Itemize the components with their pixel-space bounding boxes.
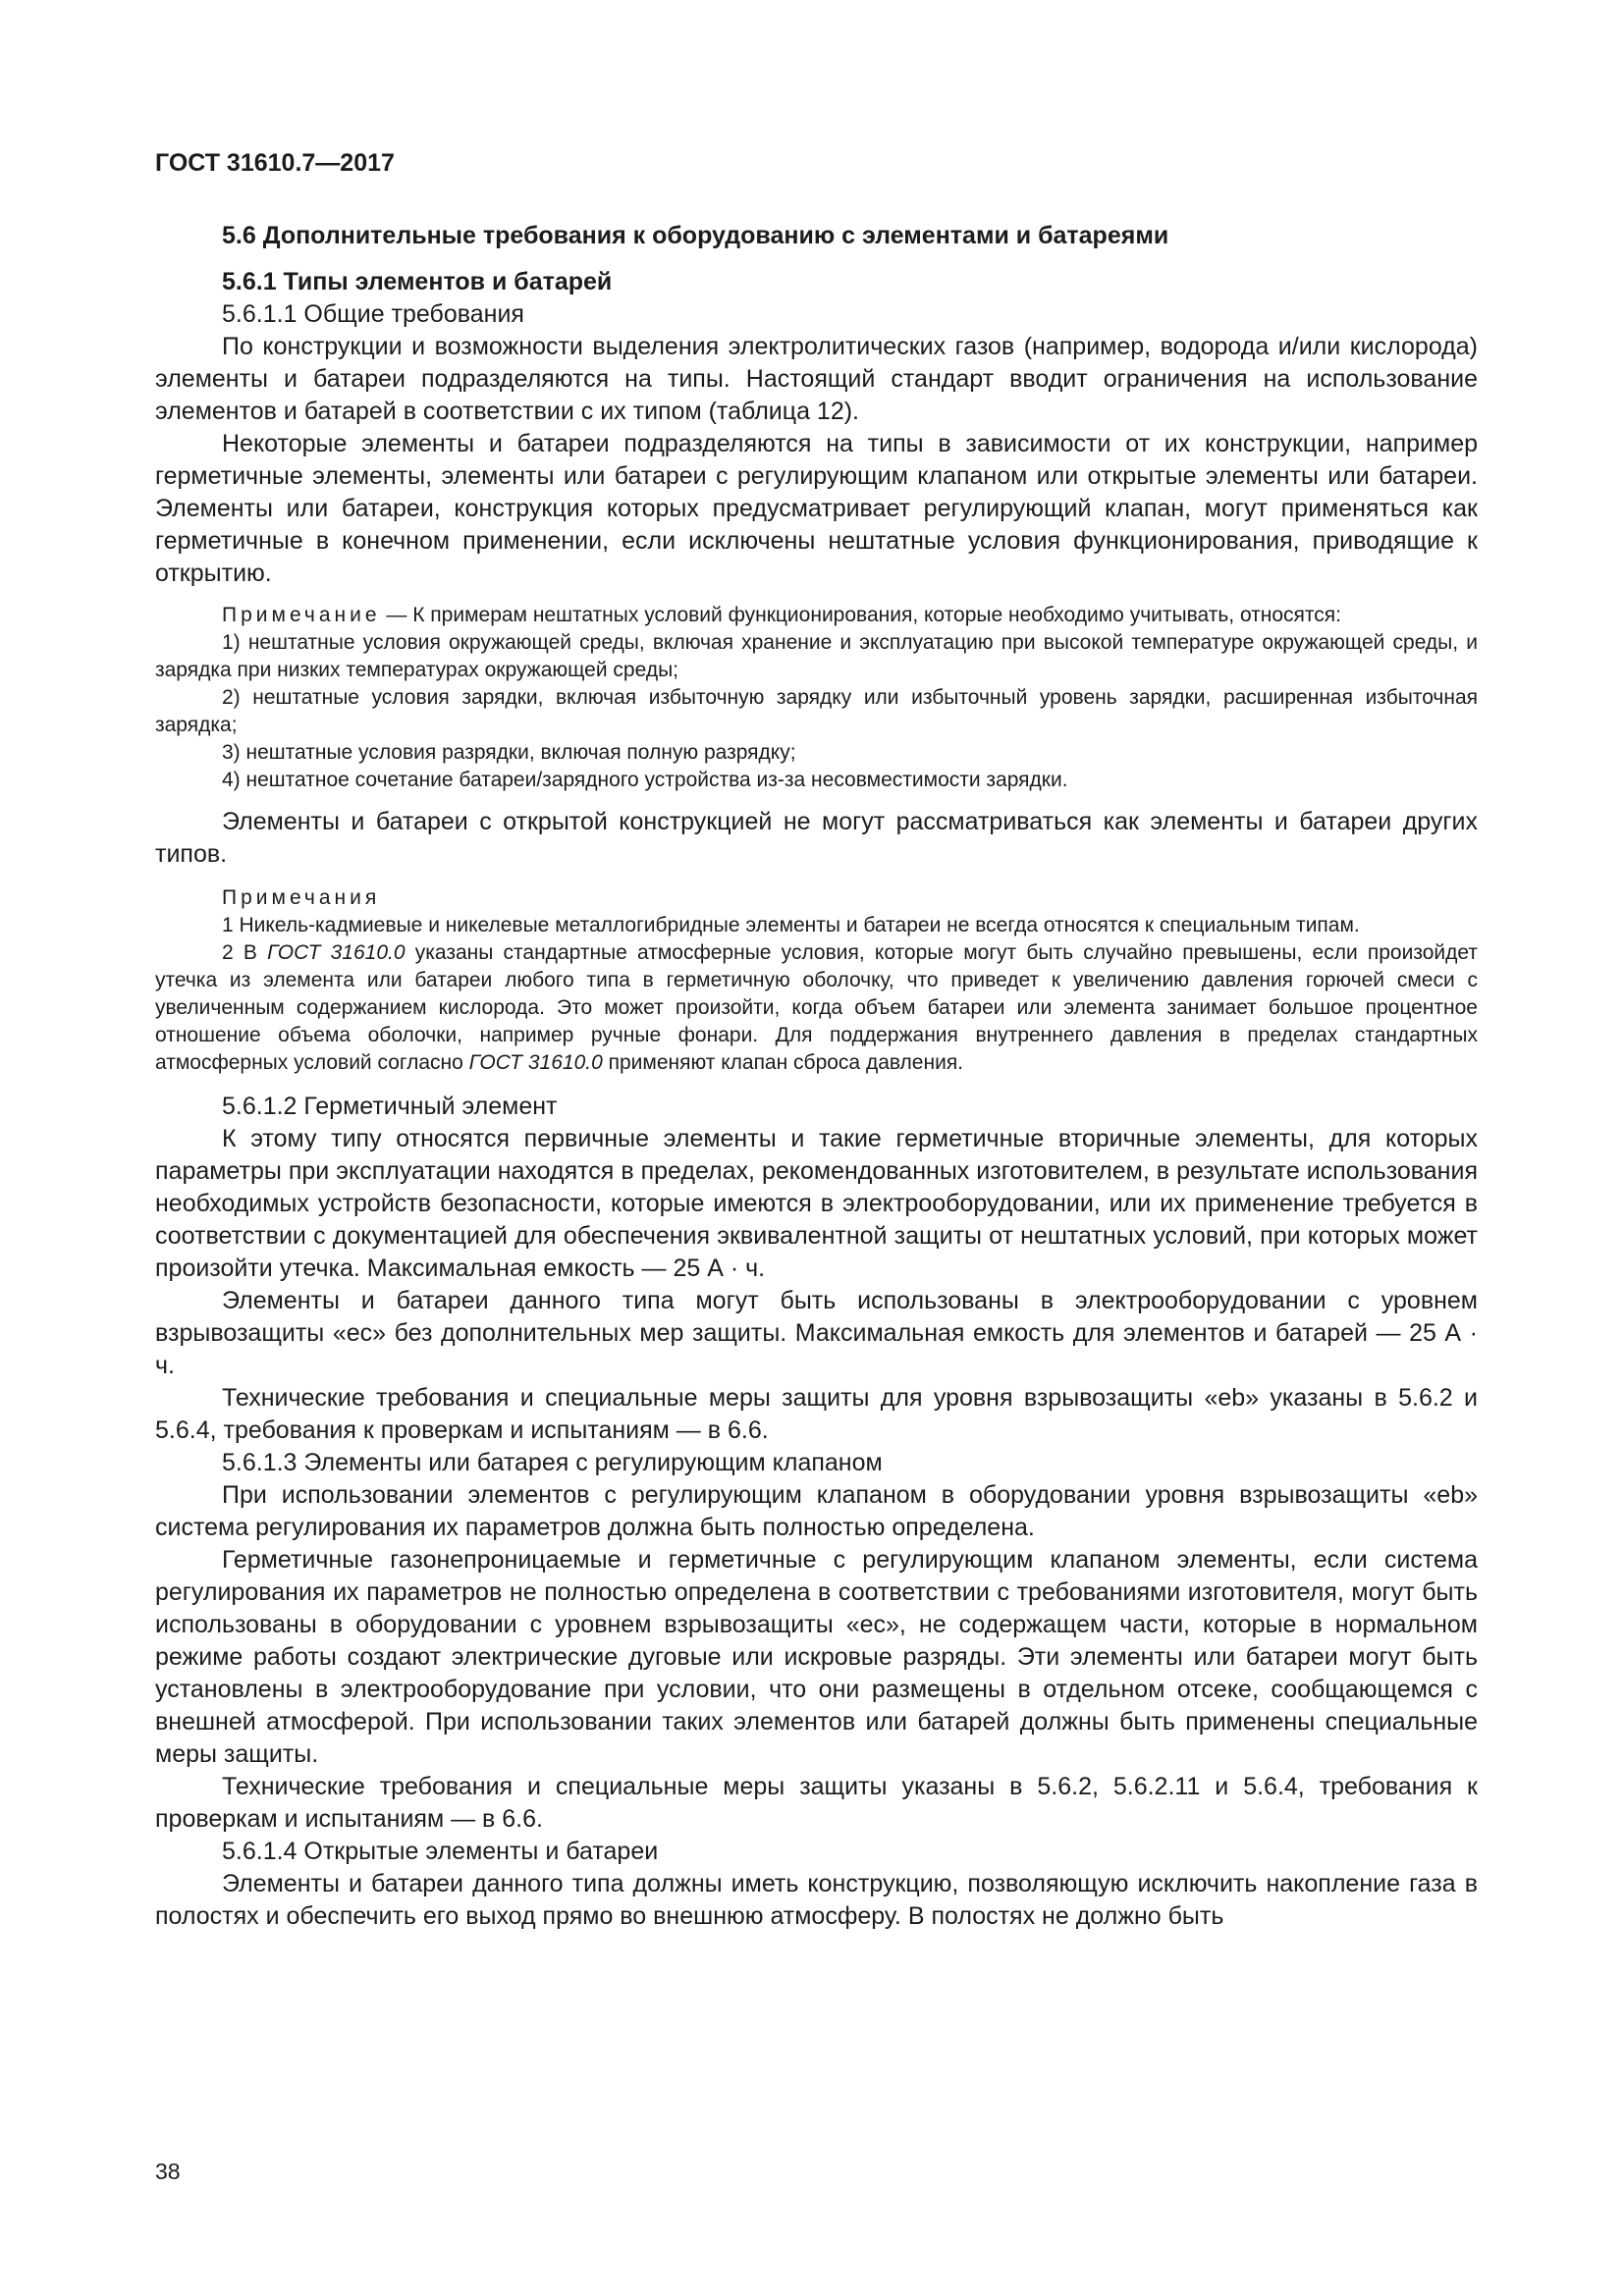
note-intro (155, 602, 1478, 629)
note-block (155, 602, 1478, 794)
page-number: 38 (155, 2159, 181, 2184)
note-item: 1) нештатные условия окружающей среды, включая хранение и эксплуатацию при высокой температуре окружающей среды, и зарядка при низких температурах окружающей среды; (155, 631, 1478, 681)
section-5-6-1-1-heading: 5.6.1.1 Общие требования (222, 300, 524, 328)
reference-link: ГОСТ 31610.0 (267, 941, 406, 964)
paragraph: По конструкции и возможности выделения электролитических газов (например, водорода и/или кислорода) элементы и батареи подразделяются на типы. Настоящий стандарт вводит ограничения на использование элементов и батарей в соответствии с их типом (таблица 12). (155, 333, 1478, 425)
standard-code: ГОСТ 31610.7—2017 (155, 149, 395, 177)
notes-title: Примечания (222, 886, 381, 909)
paragraph: Герметичные газонепроницаемые и герметичные с регулирующим клапаном элементы, если система регулирования их параметров не полностью определена в соответствии с требованиями изготовителя, могут быть использованы в оборудовании с уровнем взрывозащиты «ec», не содержащем части, которые в нормальном режиме работы создают электрические дуговые или искровые разряды. Эти элементы или батареи могут быть установлены в электрооборудование при условии, что они размещены в отдельном отсеке, сообщающемся с внешней атмосферой. При использовании таких элементов или батарей должны быть применены специальные меры защиты. (155, 1546, 1478, 1768)
note-item: 4) нештатное сочетание батареи/зарядного устройства из-за несовместимости зарядки. (222, 769, 1068, 791)
note-text: — К примерам нештатных условий функционирования, которые необходимо учитывать, относятся: (380, 604, 1342, 626)
document-body (155, 220, 1478, 1933)
section-5-6-1-heading: 5.6.1 Типы элементов и батарей (222, 268, 613, 295)
paragraph: Элементы и батареи данного типа должны иметь конструкцию, позволяющую исключить накопление газа в полостях и обеспечить его выход прямо во внешнюю атмосферу. В полостях не должно быть (155, 1870, 1478, 1930)
paragraph: Технические требования и специальные меры защиты для уровня взрывозащиты «eb» указаны в 5.6.2 и 5.6.4, требования к проверкам и испытаниям — в 6.6. (155, 1384, 1478, 1444)
note-item: 2) нештатные условия зарядки, включая избыточную зарядку или избыточный уровень зарядки, расширенная избыточная зарядка; (155, 686, 1478, 736)
note-label: Примечание (222, 604, 381, 626)
paragraph: Технические требования и специальные меры защиты указаны в 5.6.2, 5.6.2.11 и 5.6.4, требования к проверкам и испытаниям — в 6.6. (155, 1773, 1478, 1833)
section-5-6-1-4-heading: 5.6.1.4 Открытые элементы и батареи (222, 1838, 659, 1865)
paragraph: Элементы и батареи с открытой конструкцией не могут рассматриваться как элементы и батареи других типов. (155, 808, 1478, 868)
paragraph: К этому типу относятся первичные элементы и такие герметичные вторичные элементы, для которых параметры при эксплуатации находятся в пределах, рекомендованных изготовителем, в результате использования необходимых устройств безопасности, которые имеются в электрооборудовании, или их применение требуется в соответствии с документацией для обеспечения эквивалентной защиты от нештатных условий, при которых может произойти утечка. Максимальная емкость — 25 А · ч. (155, 1125, 1478, 1282)
note-item: 1 Никель-кадмиевые и никелевые металлогибридные элементы и батареи не всегда относятся к специальным типам. (222, 914, 1360, 936)
paragraph: Некоторые элементы и батареи подразделяются на типы в зависимости от их конструкции, например герметичные элементы, элементы или батареи с регулирующим клапаном или открытые элементы или батареи. Элементы или батареи, конструкция которых предусматривает регулирующий клапан, могут применяться как герметичные в конечном применении, если исключены нештатные условия функционирования, приводящие к открытию. (155, 430, 1478, 587)
note-item: 3) нештатные условия разрядки, включая полную разрядку; (222, 741, 796, 764)
section-5-6-1-3-heading: 5.6.1.3 Элементы или батарея с регулирующим клапаном (222, 1449, 883, 1476)
paragraph: Элементы и батареи данного типа могут быть использованы в электрооборудовании с уровнем взрывозащиты «ec» без дополнительных мер защиты. Максимальная емкость для элементов и батарей — 25 А · ч. (155, 1287, 1478, 1379)
section-5-6-1-2-heading: 5.6.1.2 Герметичный элемент (222, 1093, 558, 1120)
paragraph: При использовании элементов с регулирующим клапаном в оборудовании уровня взрывозащиты «eb» система регулирования их параметров должна быть полностью определена. (155, 1481, 1478, 1541)
note-item: 2 В ГОСТ 31610.0 указаны стандартные атмосферные условия, которые могут быть случайно превышены, если произойдет утечка из элемента или батареи любого типа в герметичную оболочку, что приведет к увеличению давления горючей смеси с увеличенным содержанием кислорода. Это может произойти, когда объем батареи или элемента занимает большое процентное отношение объема оболочки, например ручные фонари. Для поддержания внутреннего давления в пределах стандартных атмосферных условий согласно ГОСТ 31610.0 применяют клапан сброса давления. (155, 941, 1478, 1074)
notes-block (155, 884, 1478, 1077)
section-5-6-heading: 5.6 Дополнительные требования к оборудованию с элементами и батареями (222, 222, 1169, 249)
reference-link: ГОСТ 31610.0 (468, 1051, 603, 1074)
